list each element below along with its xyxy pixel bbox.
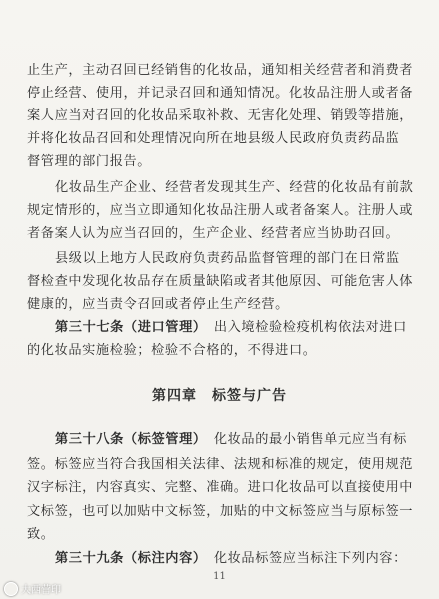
article-38-line: [55, 432, 407, 448]
article-39-line: [55, 551, 407, 567]
watermark-text: 大西营印: [21, 585, 61, 596]
text-line: 文标签，也可以加贴中文标签，加贴的中文标签应当与原标签一: [27, 504, 414, 519]
text-line: 督检查中发现化妆品存在质量缺陷或者其他原因、可能危害人体: [27, 274, 414, 289]
text-line: 签。标签应当符合我国相关法律、法规和标准的规定，使用规范: [27, 457, 414, 472]
text-line: 并将化妆品召回和处理情况向所在地县级人民政府负责药品监: [27, 131, 400, 146]
article-37-heading: 第三十七条（进口管理）: [55, 320, 201, 335]
text-line: 停止经营、使用，并记录召回和通知情况。化妆品注册人或者备: [27, 86, 414, 101]
page-number: 11: [213, 571, 226, 582]
text-line: 致。: [27, 527, 55, 542]
text-line: 健康的，应当责令召回或者停止生产经营。: [27, 297, 289, 312]
watermark-icon: [4, 582, 18, 596]
text-line: 者备案人认为应当召回的，生产企业、经营者应当协助召回。: [27, 226, 400, 241]
text-line: 案人应当对召回的化妆品采取补救、无害化处理、销毁等措施，: [27, 108, 414, 123]
text-line: 止生产，主动召回已经销售的化妆品，通知相关经营者和消费者: [27, 63, 414, 78]
chapter-title: 第四章 标签与广告: [152, 388, 287, 404]
article-38-heading: 第三十八条（标签管理）: [55, 432, 201, 447]
text-line: 汉字标注，内容真实、完整、准确。进口化妆品可以直接使用中: [27, 480, 414, 495]
watermark: [4, 581, 61, 596]
text-line: 规定情形的，应当立即通知化妆品注册人或者备案人。注册人或: [27, 203, 414, 218]
article-37-line: [55, 320, 407, 336]
article-37-text: 出入境检验检疫机构依法对进口: [213, 320, 407, 335]
article-39-text: 化妆品标签应当标注下列内容：: [213, 551, 407, 566]
article-39-heading: 第三十九条（标注内容）: [55, 551, 201, 566]
text-line: 县级以上地方人民政府负责药品监督管理的部门在日常监: [55, 251, 400, 266]
article-38-text: 化妆品的最小销售单元应当有标: [213, 432, 407, 447]
text-line: 化妆品生产企业、经营者发现其生产、经营的化妆品有前款: [55, 180, 414, 195]
text-line: 的化妆品实施检验；检验不合格的，不得进口。: [27, 343, 317, 358]
text-line: 督管理的部门报告。: [27, 154, 152, 169]
